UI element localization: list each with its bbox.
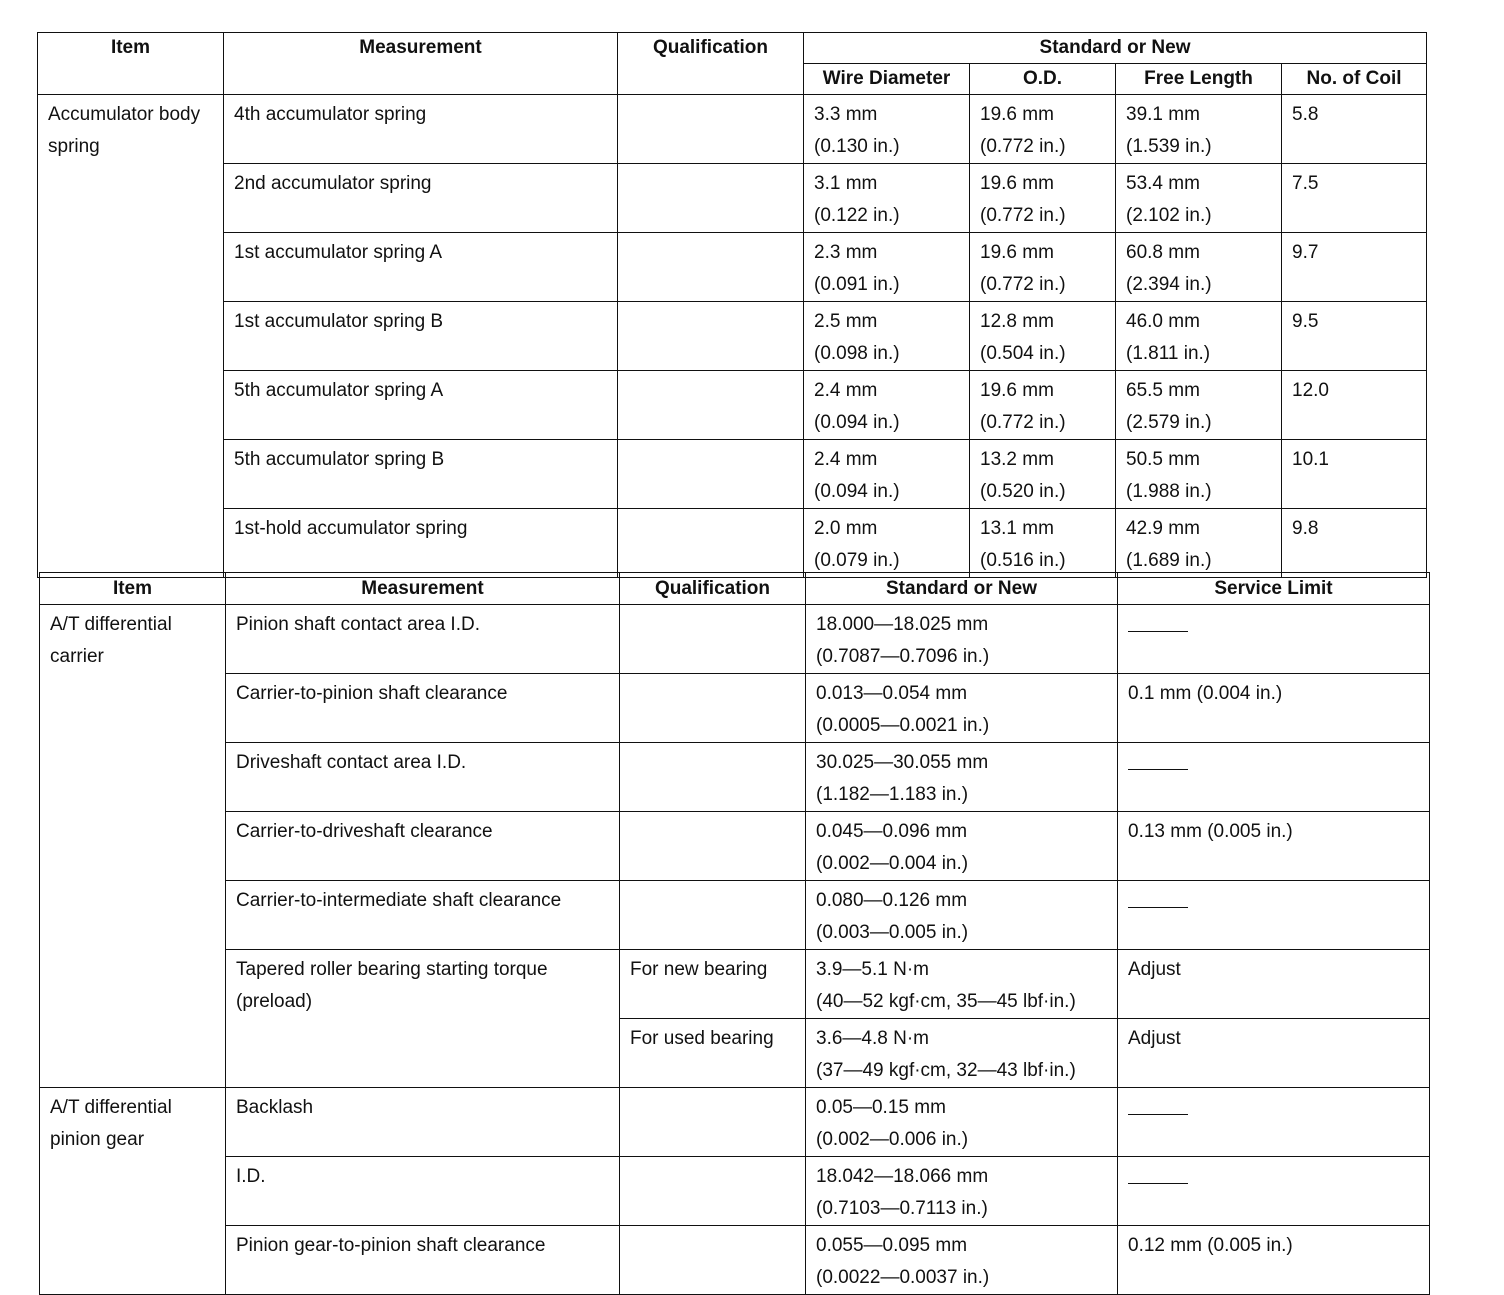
- measurement-cell: 1st-hold accumulator spring: [224, 509, 618, 578]
- value-mm: 2.5 mm: [814, 311, 878, 332]
- no-limit-dash: [1128, 1183, 1188, 1184]
- wire-diameter-cell: [804, 95, 970, 164]
- free-length-cell: [1116, 509, 1282, 578]
- value-mm: 60.8 mm: [1126, 242, 1200, 263]
- wire-diameter-cell: [804, 371, 970, 440]
- header-service-limit: Service Limit: [1118, 573, 1430, 605]
- service-limit-cell: [1118, 1157, 1430, 1226]
- value-imperial: (0.002—0.006 in.): [816, 1129, 969, 1150]
- standard-cell: [806, 1088, 1118, 1157]
- table-row: [38, 302, 1427, 371]
- value-in: (0.094 in.): [814, 481, 900, 502]
- measurement-cell: Carrier-to-driveshaft clearance: [226, 812, 620, 881]
- standard-cell: [806, 1019, 1118, 1088]
- service-limit-cell: Adjust: [1118, 950, 1430, 1019]
- header-qualification: Qualification: [620, 573, 806, 605]
- measurement-cell: 4th accumulator spring: [224, 95, 618, 164]
- service-limit-cell: Adjust: [1118, 1019, 1430, 1088]
- value-mm: 65.5 mm: [1126, 380, 1200, 401]
- qualification-cell: [618, 440, 804, 509]
- table-row: [40, 812, 1430, 881]
- od-cell: [970, 371, 1116, 440]
- qualification-cell: [618, 509, 804, 578]
- value-metric: 0.05—0.15 mm: [816, 1097, 946, 1118]
- measurement-cell: Carrier-to-intermediate shaft clearance: [226, 881, 620, 950]
- value-mm: 13.2 mm: [980, 449, 1054, 470]
- no-limit-dash: [1128, 769, 1188, 770]
- value-metric: 0.045—0.096 mm: [816, 821, 968, 842]
- value-in: (0.772 in.): [980, 274, 1066, 295]
- standard-cell: [806, 881, 1118, 950]
- value-mm: 46.0 mm: [1126, 311, 1200, 332]
- free-length-cell: [1116, 164, 1282, 233]
- header-free-length: Free Length: [1116, 64, 1282, 95]
- value-in: (1.811 in.): [1126, 343, 1211, 364]
- value-imperial: (0.0022—0.0037 in.): [816, 1267, 990, 1288]
- value-mm: 50.5 mm: [1126, 449, 1200, 470]
- value-in: (1.988 in.): [1126, 481, 1212, 502]
- value-imperial: (37—49 kgf·cm, 32—43 lbf·in.): [816, 1060, 1076, 1081]
- value-metric: 0.013—0.054 mm: [816, 683, 968, 704]
- value-metric: 0.055—0.095 mm: [816, 1235, 968, 1256]
- header-standard-or-new: Standard or New: [804, 33, 1427, 64]
- measurement-cell: I.D.: [226, 1157, 620, 1226]
- header-measurement: Measurement: [226, 573, 620, 605]
- free-length-cell: [1116, 371, 1282, 440]
- free-length-cell: [1116, 440, 1282, 509]
- qualification-cell: [620, 812, 806, 881]
- table-row: [40, 605, 1430, 674]
- value-mm: 39.1 mm: [1126, 104, 1200, 125]
- qualification-cell: [620, 1157, 806, 1226]
- qualification-cell: [620, 674, 806, 743]
- qualification-cell: [618, 302, 804, 371]
- header-measurement: Measurement: [224, 33, 618, 95]
- measurement-cell: 2nd accumulator spring: [224, 164, 618, 233]
- value-mm: 3.1 mm: [814, 173, 878, 194]
- value-imperial: (0.002—0.004 in.): [816, 853, 969, 874]
- standard-cell: [806, 812, 1118, 881]
- measurement-cell: Pinion gear-to-pinion shaft clearance: [226, 1226, 620, 1295]
- measurement-cell: 1st accumulator spring A: [224, 233, 618, 302]
- service-limit-cell: [1118, 605, 1430, 674]
- od-cell: [970, 164, 1116, 233]
- value-mm: 2.3 mm: [814, 242, 878, 263]
- no-limit-dash: [1128, 1114, 1188, 1115]
- wire-diameter-cell: [804, 509, 970, 578]
- table-row: [40, 950, 1430, 1019]
- value-imperial: (0.0005—0.0021 in.): [816, 715, 990, 736]
- service-limit-cell: [1118, 743, 1430, 812]
- qualification-cell: [618, 164, 804, 233]
- value-mm: 12.8 mm: [980, 311, 1054, 332]
- value-mm: 42.9 mm: [1126, 518, 1200, 539]
- table-row: [40, 1226, 1430, 1295]
- table-row: [40, 1157, 1430, 1226]
- item-label: Accumulator body spring: [38, 95, 224, 578]
- coil-cell: 9.7: [1282, 233, 1427, 302]
- table-row: [40, 674, 1430, 743]
- qualification-cell: [618, 233, 804, 302]
- value-in: (1.539 in.): [1126, 136, 1212, 157]
- qualification-cell: [620, 881, 806, 950]
- value-in: (0.772 in.): [980, 205, 1066, 226]
- measurement-cell: Pinion shaft contact area I.D.: [226, 605, 620, 674]
- value-in: (0.130 in.): [814, 136, 900, 157]
- header-no-of-coil: No. of Coil: [1282, 64, 1427, 95]
- wire-diameter-cell: [804, 233, 970, 302]
- value-in: (0.098 in.): [814, 343, 900, 364]
- standard-cell: [806, 743, 1118, 812]
- table-row: [38, 233, 1427, 302]
- coil-cell: 9.5: [1282, 302, 1427, 371]
- coil-cell: 12.0: [1282, 371, 1427, 440]
- value-in: (0.079 in.): [814, 550, 900, 571]
- service-limit-cell: [1118, 1088, 1430, 1157]
- value-mm: 2.4 mm: [814, 380, 878, 401]
- od-cell: [970, 302, 1116, 371]
- value-imperial: (0.7103—0.7113 in.): [816, 1198, 988, 1219]
- standard-cell: [806, 1157, 1118, 1226]
- service-limit-cell: 0.1 mm (0.004 in.): [1118, 674, 1430, 743]
- table-row: [38, 509, 1427, 578]
- value-metric: 3.6—4.8 N·m: [816, 1028, 929, 1049]
- table-row: [40, 1088, 1430, 1157]
- header-standard-or-new: Standard or New: [806, 573, 1118, 605]
- value-metric: 18.042—18.066 mm: [816, 1166, 989, 1187]
- standard-cell: [806, 1226, 1118, 1295]
- coil-cell: 10.1: [1282, 440, 1427, 509]
- service-limit-cell: 0.12 mm (0.005 in.): [1118, 1226, 1430, 1295]
- value-imperial: (0.003—0.005 in.): [816, 922, 969, 943]
- od-cell: [970, 95, 1116, 164]
- value-in: (0.772 in.): [980, 412, 1066, 433]
- value-imperial: (40—52 kgf·cm, 35—45 lbf·in.): [816, 991, 1076, 1012]
- table-row: [40, 881, 1430, 950]
- free-length-cell: [1116, 302, 1282, 371]
- free-length-cell: [1116, 95, 1282, 164]
- qualification-cell: For used bearing: [620, 1019, 806, 1088]
- measurement-cell: Backlash: [226, 1088, 620, 1157]
- header-qualification: Qualification: [618, 33, 804, 95]
- value-mm: 19.6 mm: [980, 242, 1054, 263]
- measurement-cell: Tapered roller bearing starting torque (preload): [226, 950, 620, 1088]
- qualification-cell: [618, 95, 804, 164]
- qualification-cell: [620, 1088, 806, 1157]
- measurement-cell: 5th accumulator spring B: [224, 440, 618, 509]
- value-in: (1.689 in.): [1126, 550, 1212, 571]
- accumulator-spring-table: [37, 32, 1427, 578]
- value-mm: 2.4 mm: [814, 449, 878, 470]
- table-row: [38, 371, 1427, 440]
- free-length-cell: [1116, 233, 1282, 302]
- value-mm: 19.6 mm: [980, 173, 1054, 194]
- wire-diameter-cell: [804, 164, 970, 233]
- od-cell: [970, 509, 1116, 578]
- table-row: [38, 95, 1427, 164]
- coil-cell: 9.8: [1282, 509, 1427, 578]
- value-imperial: (1.182—1.183 in.): [816, 784, 969, 805]
- no-limit-dash: [1128, 907, 1188, 908]
- qualification-cell: [620, 1226, 806, 1295]
- value-metric: 3.9—5.1 N·m: [816, 959, 929, 980]
- item-label-carrier: A/T differential carrier: [40, 605, 226, 1088]
- wire-diameter-cell: [804, 440, 970, 509]
- standard-cell: [806, 605, 1118, 674]
- value-in: (2.102 in.): [1126, 205, 1212, 226]
- value-imperial: (0.7087—0.7096 in.): [816, 646, 990, 667]
- value-mm: 53.4 mm: [1126, 173, 1200, 194]
- value-in: (0.516 in.): [980, 550, 1066, 571]
- measurement-cell: Carrier-to-pinion shaft clearance: [226, 674, 620, 743]
- value-metric: 30.025—30.055 mm: [816, 752, 989, 773]
- measurement-cell: 5th accumulator spring A: [224, 371, 618, 440]
- value-mm: 19.6 mm: [980, 380, 1054, 401]
- value-mm: 2.0 mm: [814, 518, 878, 539]
- value-mm: 19.6 mm: [980, 104, 1054, 125]
- value-metric: 0.080—0.126 mm: [816, 890, 968, 911]
- standard-cell: [806, 674, 1118, 743]
- value-mm: 3.3 mm: [814, 104, 878, 125]
- service-limit-cell: 0.13 mm (0.005 in.): [1118, 812, 1430, 881]
- measurement-cell: 1st accumulator spring B: [224, 302, 618, 371]
- value-metric: 18.000—18.025 mm: [816, 614, 989, 635]
- table-row: [38, 440, 1427, 509]
- value-in: (0.091 in.): [814, 274, 900, 295]
- item-label-pinion: A/T differential pinion gear: [40, 1088, 226, 1295]
- qualification-cell: [618, 371, 804, 440]
- wire-diameter-cell: [804, 302, 970, 371]
- header-od: O.D.: [970, 64, 1116, 95]
- header-item: Item: [38, 33, 224, 95]
- qualification-cell: [620, 605, 806, 674]
- header-wire-diameter: Wire Diameter: [804, 64, 970, 95]
- od-cell: [970, 233, 1116, 302]
- od-cell: [970, 440, 1116, 509]
- table-row: [40, 743, 1430, 812]
- value-in: (2.394 in.): [1126, 274, 1212, 295]
- qualification-cell: For new bearing: [620, 950, 806, 1019]
- measurement-cell: Driveshaft contact area I.D.: [226, 743, 620, 812]
- standard-cell: [806, 950, 1118, 1019]
- differential-table: [39, 572, 1430, 1295]
- table-row: [38, 164, 1427, 233]
- header-item: Item: [40, 573, 226, 605]
- no-limit-dash: [1128, 631, 1188, 632]
- coil-cell: 5.8: [1282, 95, 1427, 164]
- value-in: (0.094 in.): [814, 412, 900, 433]
- value-in: (0.772 in.): [980, 136, 1066, 157]
- value-in: (0.520 in.): [980, 481, 1066, 502]
- qualification-cell: [620, 743, 806, 812]
- value-in: (0.504 in.): [980, 343, 1066, 364]
- value-in: (2.579 in.): [1126, 412, 1212, 433]
- service-limit-cell: [1118, 881, 1430, 950]
- value-in: (0.122 in.): [814, 205, 900, 226]
- value-mm: 13.1 mm: [980, 518, 1054, 539]
- coil-cell: 7.5: [1282, 164, 1427, 233]
